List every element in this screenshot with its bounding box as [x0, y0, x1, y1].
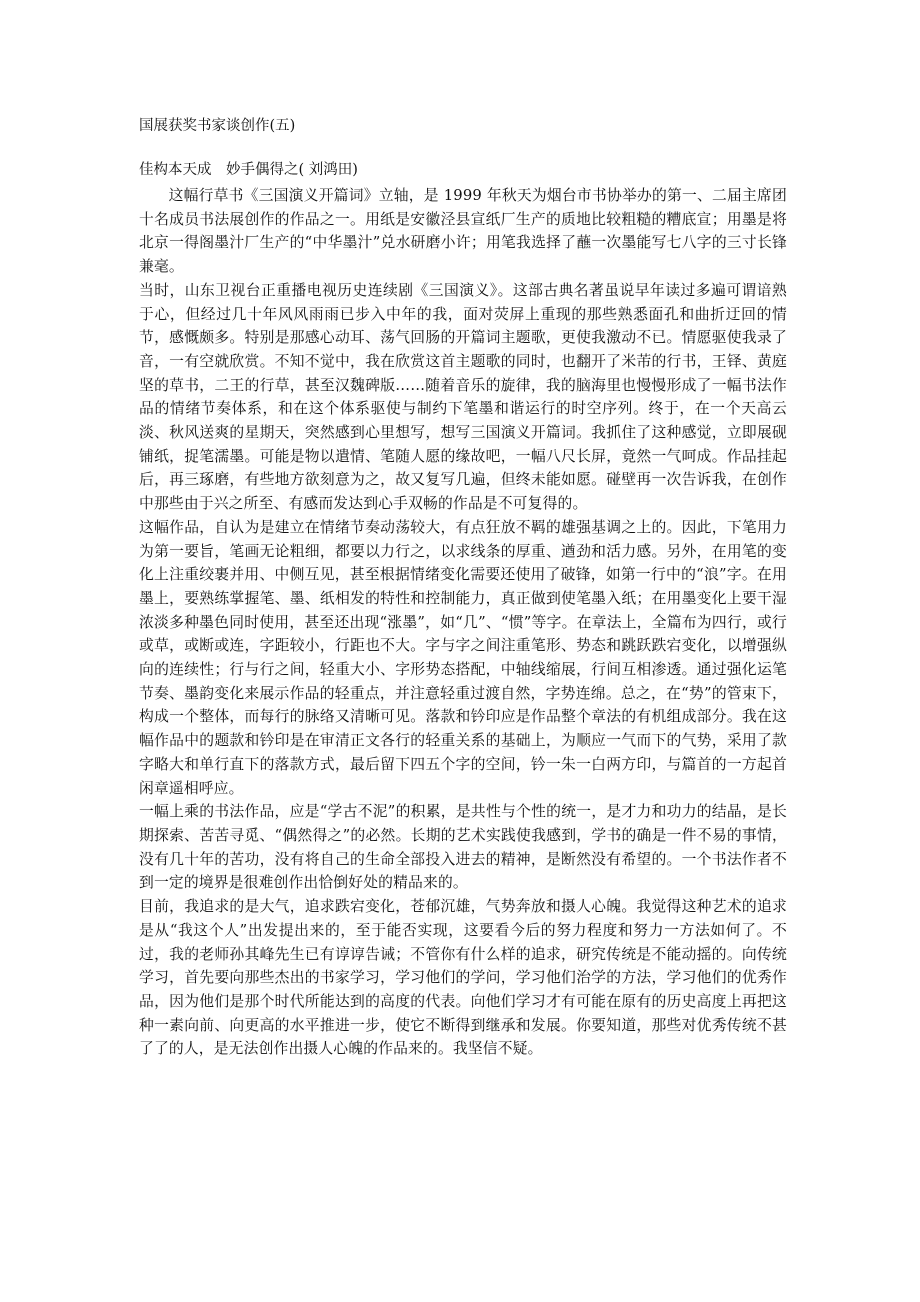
paragraph: 这幅行草书《三国演义开篇词》立轴，是 1999 年秋天为烟台市书协举办的第一、二届主席团十名成员书法展创作的作品之一。用纸是安徽泾县宣纸厂生产的质地比较粗糙的糟底宣；用墨是将北京一得阁墨汁厂生产的“中华墨汁”兑水研磨小许；用笔我选择了蘸一次墨能写七八字的三寸长锋兼毫。 [139, 187, 787, 276]
paragraph: 这幅作品，自认为是建立在情绪节奏动荡较大，有点狂放不羁的雄强基调之上的。因此，下笔用力为第一要旨，笔画无论粗细，都要以力行之，以求线条的厚重、遒劲和活力感。另外，在用笔的变化上注重绞裹并用、中侧互见，甚至根据情绪变化需要还使用了破锋，如第一行中的“浪”字。在用墨上，要熟练掌握笔、墨、纸相发的特性和控制能力，真正做到使笔墨入纸；在用墨变化上要干湿浓淡多种墨色同时使用，甚至还出现“涨墨”，如“几”、“惯”等字。在章法上，全篇布为四行，或行或草，或断或连，字距较小，行距也不大。字与字之间注重笔形、势态和跳跃跌宕变化，以增强纵向的连续性；行与行之间，轻重大小、字形势态搭配，中轴线缩展，行间互相渗透。通过强化运笔节奏、墨韵变化来展示作品的轻重点，并注意轻重过渡自然，字势连绵。总之，在“势”的管束下，构成一个整体，而每行的脉络又清晰可见。落款和钤印应是作品整个章法的有机组成部分。我在这幅作品中的题款和钤印是在审清正文各行的轻重关系的基础上，为顺应一气而下的气势，采用了款字略大和单行直下的落款方式，最后留下四五个字的空间，钤一朱一白两方印，与篇首的一方起首闲章遥相呼应。 [139, 518, 787, 797]
article-body [139, 184, 787, 1061]
paragraph: 目前，我追求的是大气，追求跌宕变化，苍郁沉雄，气势奔放和摄人心魄。我觉得这种艺术的追求是从“我这个人”出发提出来的，至于能否实现，这要看今后的努力程度和努力一方法如何了。不过，我的老师孙其峰先生已有谆谆告诫；不管你有什么样的追求，研究传统是不能动摇的。向传统学习，首先要向那些杰出的书家学习，学习他们的学问，学习他们治学的方法，学习他们的优秀作品，因为他们是那个时代所能达到的高度的代表。向他们学习才有可能在原有的历史高度上再把这种一素向前、向更高的水平推进一步，使它不断得到继承和发展。你要知道，那些对优秀传统不甚了了的人，是无法创作出摄人心魄的作品来的。我坚信不疑。 [139, 898, 787, 1058]
article-heading: 佳构本天成 妙手偶得之( 刘鸿田) [139, 162, 358, 178]
paragraph: 当时，山东卫视台正重播电视历史连续剧《三国演义》。这部古典名著虽说早年读过多遍可谓谙熟于心，但经过几十年风风雨雨已步入中年的我，面对荧屏上重现的那些熟悉面孔和曲折迂回的情节，感慨颇多。特别是那感心动耳、荡气回肠的开篇词主题歌，更使我激动不已。情愿驱使我录了音，一有空就欣赏。不知不觉中，我在欣赏这首主题歌的同时，也翻开了米芾的行书，王铎、黄庭坚的草书，二王的行草，甚至汉魏碑版……随着音乐的旋律，我的脑海里也慢慢形成了一幅书法作品的情绪节奏体系，和在这个体系驱使与制约下笔墨和谐运行的时空序列。终于，在一个天高云淡、秋风送爽的星期天，突然感到心里想写，想写三国演义开篇词。我抓住了这种感觉，立即展砚铺纸，捉笔濡墨。可能是物以遣情、笔随人愿的缘故吧，一幅八尺长屏，竟然一气呵成。作品挂起后，再三琢磨，有些地方欲刻意为之，故又复写几遍，但终未能如愿。碰壁再一次告诉我，在创作中那些由于兴之所至、有感而发达到心手双畅的作品是不可复得的。 [139, 281, 787, 513]
paragraph: 一幅上乘的书法作品，应是“学古不泥”的积累，是共性与个性的统一，是才力和功力的结晶，是长期探索、苦苦寻觅、“偶然得之”的必然。长期的艺术实践使我感到，学书的确是一件不易的事情，没有几十年的苦功，没有将自己的生命全部投入进去的精神，是断然没有希望的。一个书法作者不到一定的境界是很难创作出恰倒好处的精品来的。 [139, 803, 787, 892]
series-title: 国展获奖书家谈创作(五) [139, 118, 296, 134]
